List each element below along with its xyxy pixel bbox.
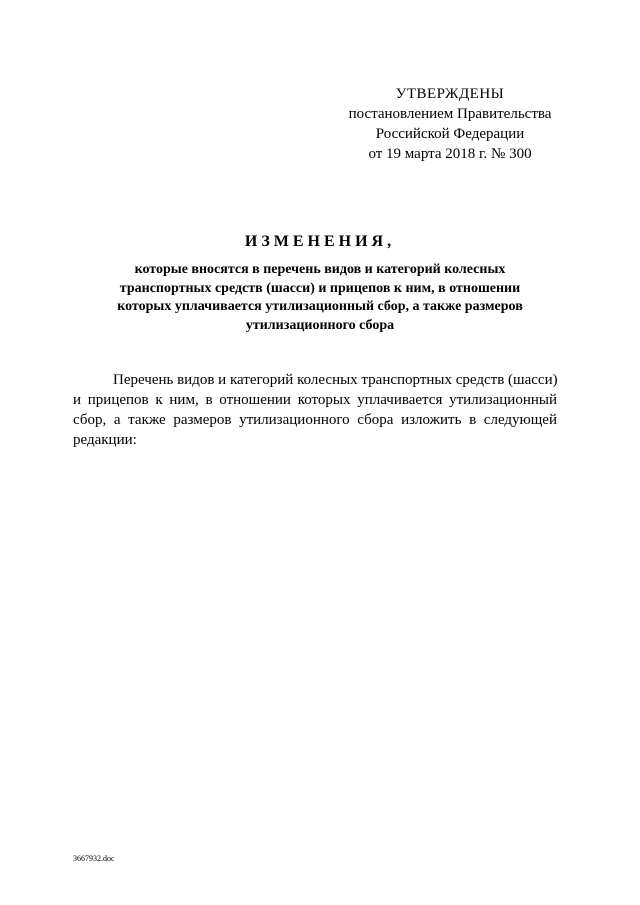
approval-date-number-line: от 19 марта 2018 г. № 300 (368, 146, 532, 162)
approval-heading: УТВЕРЖДЕНЫ (395, 86, 505, 102)
body-line: Перечень видов и категорий колесных транспортных средств (шасси) (113, 372, 558, 388)
document-file-code: 3667932.doc (73, 854, 115, 863)
document-title: ИЗМЕНЕНИЯ, (244, 233, 396, 250)
body-line: редакции: (73, 432, 137, 448)
approval-block (300, 84, 600, 164)
body-paragraph (73, 370, 557, 450)
body-line: сбор, а также размеров утилизационного сбора изложить в следующей (73, 412, 557, 428)
subtitle-line: которых уплачивается утилизационный сбор, а также размеров (117, 299, 523, 314)
subtitle-line: утилизационного сбора (245, 317, 395, 333)
document-subtitle (80, 261, 560, 335)
approval-government-line: Российской Федерации (375, 126, 525, 142)
subtitle-line: транспортных средств (шасси) и прицепов к ним, в отношении (119, 280, 521, 296)
approval-decree-line: постановлением Правительства (348, 106, 552, 122)
body-line: и прицепов к ним, в отношении которых уплачивается утилизационный (73, 392, 557, 408)
subtitle-line: которые вносятся в перечень видов и категорий колесных (134, 262, 506, 277)
